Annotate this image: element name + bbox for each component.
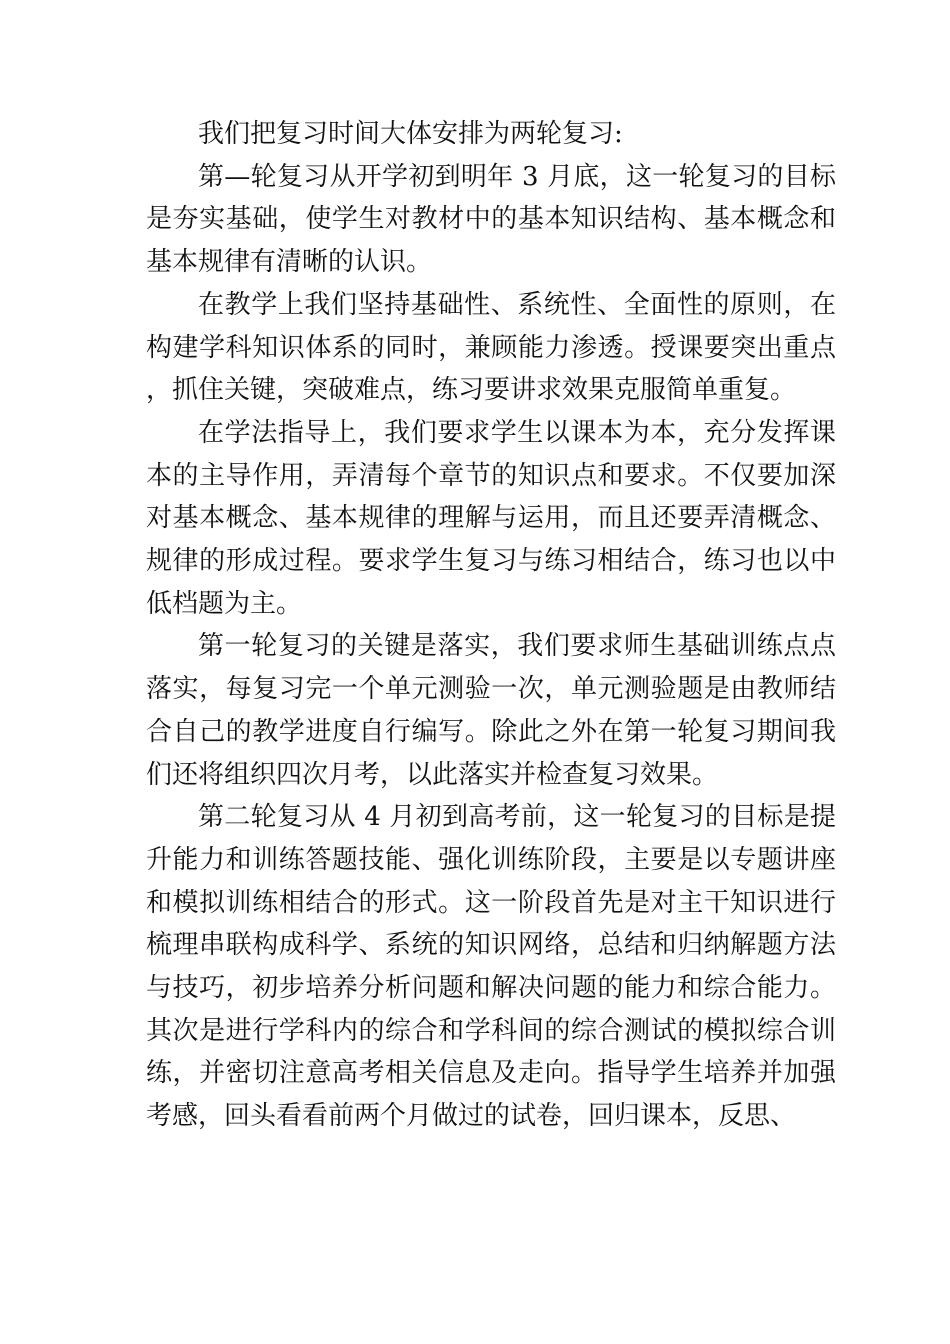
document-body (146, 113, 836, 1138)
paragraph-first-round-key: 第一轮复习的关键是落实，我们要求师生基础训练点点落实，每复习完一个单元测验一次，单元测验题是由教师结合自己的教学进度自行编写。除此之外在第一轮复习期间我们还将组织四次月考，以此落实并检查复习效果。 (146, 631, 836, 790)
paragraph-second-round: 第二轮复习从 4 月初到高考前，这一轮复习的目标是提升能力和训练答题技能、强化训练阶段，主要是以专题讲座和模拟训练相结合的形式。这一阶段首先是对主干知识进行梳理串联构成科学、系统的知识网络，总结和归纳解题方法与技巧，初步培养分析问题和解决问题的能力和综合能力。其次是进行学科内的综合和学科间的综合测试的模拟综合训练，并密切注意高考相关信息及走向。指导学生培养并加强考感，回头看看前两个月做过的试卷，回归课本，反思、 (146, 802, 836, 1132)
paragraph-study-guidance: 在学法指导上，我们要求学生以课本为本，充分发挥课本的主导作用，弄清每个章节的知识点和要求。不仅要加深对基本概念、基本规律的理解与运用，而且还要弄清概念、规律的形成过程。要求学生复习与练习相结合，练习也以中低档题为主。 (146, 417, 836, 619)
paragraph-review-arrangement: 我们把复习时间大体安排为两轮复习: (198, 119, 623, 149)
paragraph-teaching-principles: 在教学上我们坚持基础性、系统性、全面性的原则，在构建学科知识体系的同时，兼顾能力渗透。授课要突出重点，抓住关键，突破难点，练习要讲求效果克服简单重复。 (146, 289, 836, 406)
paragraph-first-round-goal: 第—轮复习从开学初到明年 3 月底，这一轮复习的目标是夯实基础，使学生对教材中的基本知识结构、基本概念和基本规律有清晰的认识。 (146, 161, 836, 278)
